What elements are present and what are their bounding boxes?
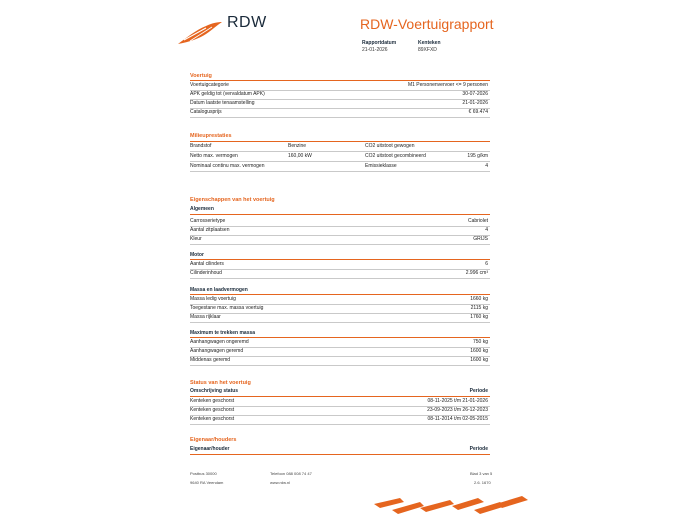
table-row: Aanhangwagen geremd 1600 kg (190, 347, 490, 357)
table-row: Netto max. vermogen 160,00 kW CO2 uitstoot gecombineerd 195 g/km (190, 152, 490, 162)
decorative-stripes-icon (370, 494, 530, 514)
meta-label-plate: Kenteken (418, 40, 441, 46)
footer-code: 2.6. 1670 (474, 480, 491, 485)
footer-website: www.rdw.nl (270, 480, 291, 485)
rdw-logo-icon (176, 20, 224, 46)
table-header-row: Eigenaar/houder Periode (190, 446, 488, 452)
table-row: Massa rijklaar 1760 kg (190, 313, 490, 323)
subsection-title-massa: Massa en laadvermogen (190, 287, 248, 293)
table-row: Kenteken geschorst 23-09-2023 t/m 26-12-2023 (190, 406, 490, 416)
footer-address-line2: 9640 RA Veendam (190, 480, 224, 485)
subsection-title-algemeen: Algemeen (190, 206, 214, 212)
document-title: RDW-Voertuigrapport (360, 16, 494, 32)
section-title-status: Status van het voertuig (190, 380, 251, 386)
table-row: Nominaal continu max. vermogen Emissieklasse 4 (190, 162, 490, 172)
table-header-row: Omschrijving status Periode (190, 388, 488, 394)
table-row: Kenteken geschorst 08-11-2014 t/m 02-05-2015 (190, 415, 490, 425)
table-row: Toegestane max. massa voertuig 2115 kg (190, 304, 490, 314)
meta-value-plate: 89XFXD (418, 47, 437, 53)
meta-label-date: Rapportdatum (362, 40, 397, 46)
footer-address-line1: Postbus 30000 (190, 471, 217, 476)
section-title-eigenschappen: Eigenschappen van het voertuig (190, 197, 275, 203)
footer-page-number: Blad 3 van 5 (470, 471, 493, 476)
table-row: Brandstof Benzine CO2 uitstoot gewogen (190, 142, 490, 152)
table-row: Aantal zitplaatsen 4 (190, 226, 490, 236)
section-divider (190, 454, 490, 455)
subsection-title-motor: Motor (190, 252, 204, 258)
table-row: Aantal cilinders 6 (190, 260, 490, 270)
footer-phone: Telefoon 088 008 74 47 (270, 471, 312, 476)
table-row: Catalogusprijs € 69.474 (190, 108, 490, 118)
table-row: APK geldig tot (vervaldatum APK) 30-07-2026 (190, 90, 490, 100)
meta-value-date: 21-01-2026 (362, 47, 388, 53)
section-title-milieu: Milieuprestaties (190, 133, 232, 139)
table-row: Carrosserietype Cabriolet (190, 217, 490, 227)
table-row: Cilinderinhoud 2.996 cm³ (190, 269, 490, 279)
section-divider (190, 214, 490, 215)
table-row: Aanhangwagen ongeremd 750 kg (190, 338, 490, 348)
section-title-eigenaren: Eigenaar/houders (190, 437, 237, 443)
table-row: Kenteken geschorst 08-11-2025 t/m 21-01-2026 (190, 397, 490, 407)
table-row: Massa ledig voertuig 1660 kg (190, 295, 490, 305)
table-row: Voertuigcategorie M1 Personenvervoer <= 9 personen (190, 81, 490, 91)
table-row: Kleur GRIJS (190, 235, 490, 245)
logo-text: RDW (227, 14, 267, 31)
subsection-title-trekken: Maximum te trekken massa (190, 330, 256, 336)
table-row: Middenas geremd 1600 kg (190, 356, 490, 366)
table-row: Datum laatste tenaamstelling 21-01-2026 (190, 99, 490, 109)
section-title-voertuig: Voertuig (190, 73, 212, 79)
